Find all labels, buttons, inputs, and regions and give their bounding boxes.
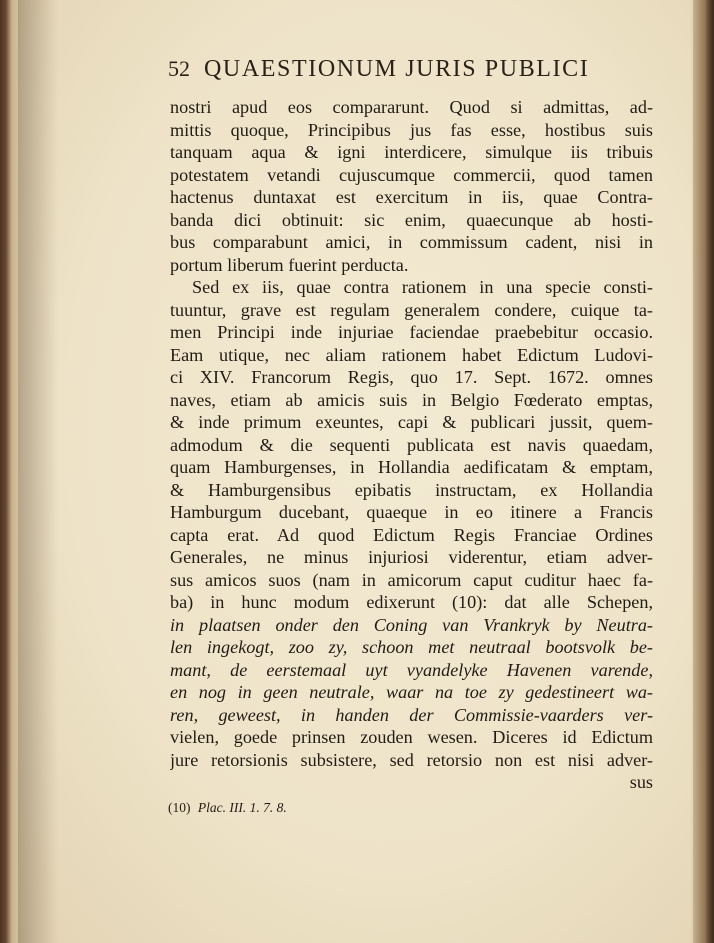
text-line: ba) in hunc modum edixerunt (10): dat alle Schepen, <box>170 592 653 612</box>
text-line: len ingekogt, zoo zy, schoon met neutraal bootsvolk be- <box>170 637 653 657</box>
footnote-text: Plac. III. 1. 7. 8. <box>197 800 287 815</box>
text-line: ci XIV. Francorum Regis, quo 17. Sept. 1672. omnes <box>170 367 653 387</box>
text-line: mittis quoque, Principibus jus fas esse, hostibus suis <box>170 119 653 140</box>
text-line: men Principi inde injuriae faciendae praebebitur occasio. <box>170 322 653 342</box>
text-line: quam Hamburgenses, in Hollandia aedificatam & emptam, <box>170 457 653 477</box>
text-line: bus comparabunt amici, in commissum cadent, nisi in <box>170 232 653 252</box>
text-line: Eam utique, nec aliam rationem habet Edictum Ludovi- <box>170 344 653 365</box>
text-line: nostri apud eos compararunt. Quod si admittas, ad- <box>170 97 653 117</box>
text-line: & Hamburgensibus epibatis instructam, ex Hollandia <box>170 479 653 500</box>
text-line: ren, geweest, in handen der Commissie-vaarders ver- <box>170 704 653 725</box>
footnote-marker: (10) <box>168 800 191 815</box>
text-line: Generales, ne minus injuriosi viderentur, etiam adver- <box>170 547 653 567</box>
text-line: tuuntur, grave est regulam generalem condere, cuique ta- <box>170 299 653 320</box>
text-line: sus <box>629 772 653 792</box>
text-line: hactenus duntaxat est exercitum in iis, quae Contra- <box>170 187 653 207</box>
text-line: admodum & die sequenti publicata est navis quaedam, <box>170 434 653 455</box>
text-line: banda dici obtinuit: sic enim, quaecunque ab hosti- <box>170 209 653 230</box>
text-line: mant, de eerstemaal uyt vyandelyke Havenen varende, <box>170 659 653 680</box>
text-line: & inde primum exeuntes, capi & publicari jussit, quem- <box>170 412 653 432</box>
text-line: vielen, goede prinsen zouden wesen. Diceres id Edictum <box>170 727 653 747</box>
text-line: jure retorsionis subsistere, sed retorsio non est nisi adver- <box>170 749 653 770</box>
text-line: portum liberum fuerint perducta. <box>170 254 409 275</box>
page-edge <box>690 0 714 943</box>
text-line: Hamburgum ducebant, quaeque in eo itinere a Francis <box>170 502 653 522</box>
body-text <box>170 96 653 794</box>
running-header <box>168 56 638 92</box>
text-line: in plaatsen onder den Coning van Vrankryk by Neutra- <box>170 614 653 635</box>
text-line: tanquam aqua & igni interdicere, simulque iis tribuis <box>170 142 653 162</box>
page-number: 52 <box>168 56 190 81</box>
text-line: en nog in geen neutrale, waar na toe zy gedestineert wa- <box>170 682 653 702</box>
text-line: sus amicos suos (nam in amicorum caput cuditur haec fa- <box>170 569 653 590</box>
text-line: potestatem vetandi cujuscumque commercii, quod tamen <box>170 164 653 185</box>
footnote <box>168 800 287 816</box>
spine-shadow <box>18 0 58 943</box>
text-line: naves, etiam ab amicis suis in Belgio Fœderato emptas, <box>170 389 653 410</box>
text-line: Sed ex iis, quae contra rationem in una specie consti- <box>192 277 653 297</box>
text-line: capta erat. Ad quod Edictum Regis Franciae Ordines <box>170 524 653 545</box>
running-title: QUAESTIONUM JURIS PUBLICI <box>204 56 590 82</box>
